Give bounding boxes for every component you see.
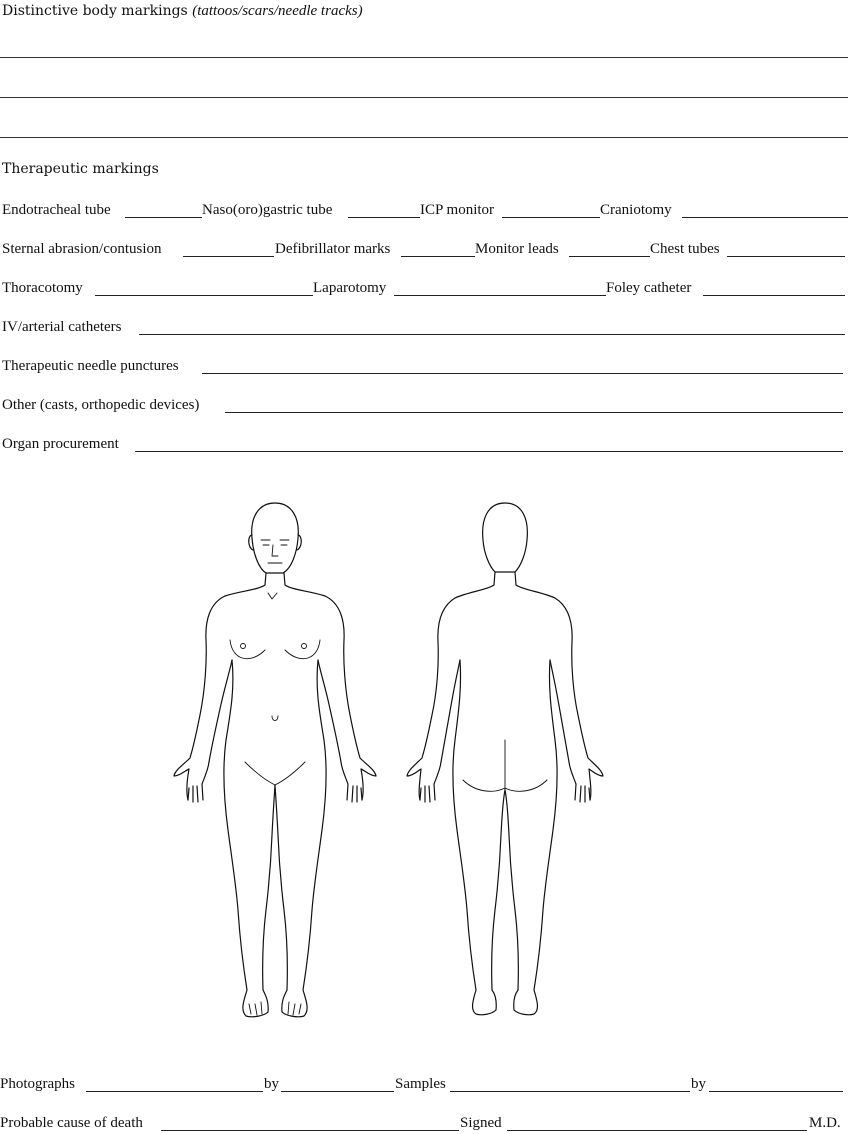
craniotomy-label: Craniotomy — [600, 202, 672, 218]
nasogastric-tube-label: Naso(oro)gastric tube — [202, 202, 333, 218]
md-label: M.D. — [809, 1115, 841, 1131]
samples-by-field[interactable] — [709, 1091, 843, 1092]
probable-cause-label: Probable cause of death — [0, 1115, 143, 1131]
signed-label: Signed — [460, 1115, 502, 1131]
sternal-abrasion-label: Sternal abrasion/contusion — [2, 241, 162, 257]
icp-monitor-label: ICP monitor — [420, 202, 495, 218]
samples-field[interactable] — [450, 1091, 690, 1092]
photographs-field[interactable] — [86, 1091, 263, 1092]
foley-catheter-label: Foley catheter — [606, 280, 692, 296]
monitor-leads-label: Monitor leads — [475, 241, 559, 257]
signed-field[interactable] — [507, 1130, 807, 1131]
endotracheal-tube-label: Endotracheal tube — [2, 202, 111, 218]
distinctive-markings-hint: (tattoos/scars/needle tracks) — [192, 3, 363, 19]
body-back-outline[interactable] — [407, 503, 603, 1015]
thoracotomy-label: Thoracotomy — [2, 280, 83, 296]
other-devices-label: Other (casts, orthopedic devices) — [2, 397, 200, 413]
photographs-by-field[interactable] — [281, 1091, 394, 1092]
photographs-by-label: by — [264, 1076, 279, 1092]
organ-procurement-label: Organ procurement — [2, 436, 119, 452]
laparotomy-label: Laparotomy — [313, 280, 387, 296]
photographs-label: Photographs — [0, 1076, 75, 1092]
samples-label: Samples — [395, 1076, 446, 1092]
therapeutic-markings-title: Therapeutic markings — [2, 161, 159, 177]
samples-by-label: by — [691, 1076, 706, 1092]
defibrillator-marks-label: Defibrillator marks — [275, 241, 391, 257]
probable-cause-field[interactable] — [161, 1130, 459, 1131]
distinctive-markings-title: Distinctive body markings — [2, 3, 188, 19]
chest-tubes-label: Chest tubes — [650, 241, 720, 257]
iv-catheters-label: IV/arterial catheters — [2, 319, 122, 335]
needle-punctures-label: Therapeutic needle punctures — [2, 358, 179, 374]
body-front-outline[interactable] — [174, 503, 376, 1017]
